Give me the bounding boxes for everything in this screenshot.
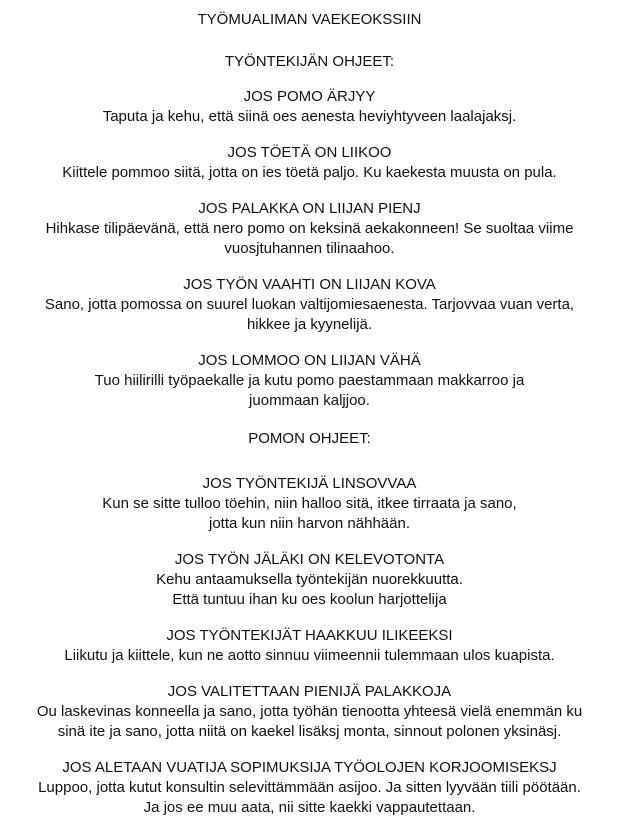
section (0, 275, 619, 335)
section-heading: JOS ALETAAN VUATIJA SOPIMUKSIJA TYÖOLOJEN KORJOOMISEKSJ (62, 759, 557, 776)
section-text-line: Luppoo, jotta kutut konsultin selevittämmään asijoo. Ja sitten lyyvään tiili pöötään. (38, 779, 581, 796)
section-text-line: Kehu antaamuksella työntekijän nuorekkuutta. (156, 571, 463, 588)
section-text-line: Kun se sitte tulloo töehin, niin halloo sitä, itkee tirraata ja sano, (102, 495, 517, 512)
section-heading: JOS TYÖNTEKIJÄT HAAKKUU ILIKEEKSI (166, 627, 453, 644)
section-text-line: jotta kun niin harvon nähhään. (209, 515, 410, 532)
section-heading: JOS PALAKKA ON LIIJAN PIENJ (198, 200, 421, 217)
section-text-line: Että tuntuu ihan ku oes koolun harjottelija (172, 591, 447, 608)
section (0, 626, 619, 666)
section-heading: JOS VALITETTAAN PIENIJÄ PALAKKOJA (167, 683, 452, 700)
section (0, 87, 619, 127)
section-text-line: Taputa ja kehu, että siinä oes aenesta heviyhtyveen laalajaksj. (102, 108, 517, 125)
section-heading: JOS TYÖNTEKIJÄ LINSOVVAA (202, 475, 417, 492)
section-text-line: Hihkase tilipäevänä, että nero pomo on keksinä aekakonneen! Se suoltaa viime (45, 220, 574, 237)
section-text-line: hikkee ja kyynelijä. (246, 316, 373, 333)
section (0, 351, 619, 411)
section (0, 199, 619, 259)
section-heading: JOS TYÖN VAAHTI ON LIIJAN KOVA (183, 276, 436, 293)
section-heading: JOS POMO ÄRJYY (243, 88, 376, 105)
document-title: TYÖMUALIMAN VAEKEOKSSIIN (197, 11, 422, 28)
section (0, 474, 619, 534)
section-text-line: sinä ite ja sano, jotta niitä on kaekel lisäksj monta, sinnout polonen yksinäsj. (57, 723, 562, 740)
part-heading: POMON OHJEET: (248, 430, 371, 447)
section-text-line: juommaan kaljjoo. (249, 392, 370, 409)
section (0, 758, 619, 818)
section (0, 143, 619, 183)
section (0, 550, 619, 610)
section-heading: JOS TÖETÄ ON LIIKOO (227, 144, 392, 161)
section-heading: JOS LOMMOO ON LIIJAN VÄHÄ (198, 352, 421, 369)
section-heading: JOS TYÖN JÄLÄKI ON KELEVOTONTA (174, 551, 445, 568)
section-text-line: Tuo hiilirilli työpaekalle ja kutu pomo paestammaan makkarroo ja (94, 372, 525, 389)
section-text-line: Ja jos ee muu aata, nii sitte kaekki vappautettaan. (143, 799, 476, 816)
section-text-line: Sano, jotta pomossa on suurel luokan valtijomiesaenesta. Tarjovvaa vuan verta, (44, 296, 575, 313)
section (0, 682, 619, 742)
part-heading: TYÖNTEKIJÄN OHJEET: (224, 53, 395, 70)
section-text-line: vuosjtuhannen tilinaahoo. (224, 240, 395, 257)
section-text-line: Ou laskevinas konneella ja sano, jotta työhän tienootta yhteesä vielä enemmän ku (36, 703, 583, 720)
section-text-line: Kiittele pommoo siitä, jotta on ies töetä paljo. Ku kaekesta muusta on pula. (62, 164, 557, 181)
section-text-line: Liikutu ja kiittele, kun ne aotto sinnuu viimeennii tulemmaan ulos kuapista. (64, 647, 555, 664)
